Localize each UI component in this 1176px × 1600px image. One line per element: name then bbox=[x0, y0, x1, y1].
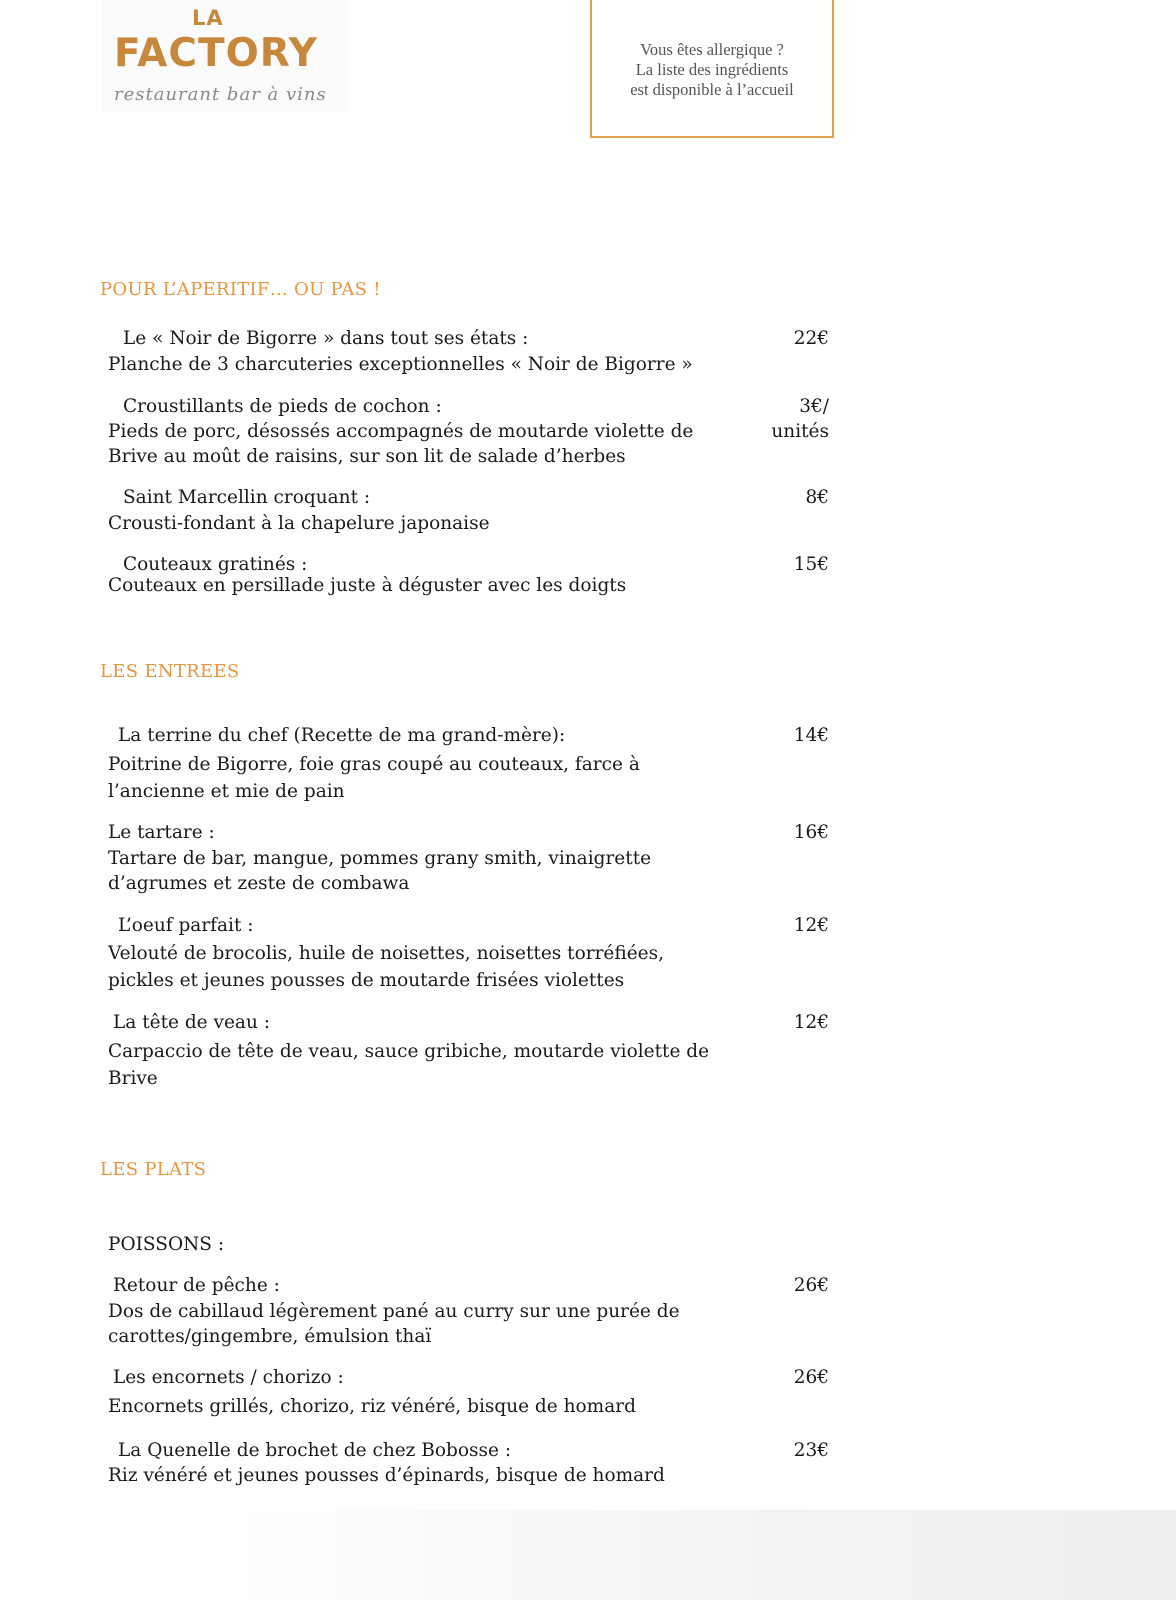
section-title-plats: LES PLATS bbox=[100, 1159, 207, 1180]
item-description: l’ancienne et mie de pain bbox=[108, 781, 345, 802]
item-price: 15€ bbox=[793, 554, 829, 575]
item-description: Carpaccio de tête de veau, sauce gribiche, moutarde violette de bbox=[108, 1041, 710, 1062]
item-price: 26€ bbox=[793, 1275, 829, 1296]
logo-line-factory: FACTORY bbox=[114, 31, 318, 76]
logo-tagline: restaurant bar à vins bbox=[114, 84, 327, 105]
item-price: 3€/ bbox=[799, 396, 829, 417]
item-description: Brive bbox=[108, 1068, 158, 1089]
item-description: Poitrine de Bigorre, foie gras coupé au couteaux, farce à bbox=[108, 754, 640, 775]
item-description: Velouté de brocolis, huile de noisettes, noisettes torréfiées, bbox=[108, 943, 664, 964]
item-name: Croustillants de pieds de cochon : bbox=[123, 396, 442, 417]
item-description: Pieds de porc, désossés accompagnés de moutarde violette de bbox=[108, 421, 694, 442]
item-name: La tête de veau : bbox=[113, 1012, 270, 1033]
item-name: Le tartare : bbox=[108, 822, 215, 843]
item-price: 12€ bbox=[793, 1012, 829, 1033]
allergy-notice bbox=[590, 0, 834, 138]
item-description: Encornets grillés, chorizo, riz vénéré, bisque de homard bbox=[108, 1396, 636, 1417]
item-name: Retour de pêche : bbox=[113, 1275, 280, 1296]
item-price: 16€ bbox=[793, 822, 829, 843]
item-price: 23€ bbox=[793, 1440, 829, 1461]
page-edge-shadow bbox=[0, 1510, 1176, 1600]
restaurant-logo bbox=[102, 0, 348, 112]
item-price: 8€ bbox=[805, 487, 829, 508]
item-price: 14€ bbox=[793, 725, 829, 746]
item-price-unit: unités bbox=[771, 421, 829, 442]
subheading-poissons: POISSONS : bbox=[108, 1234, 225, 1255]
item-description: Couteaux en persillade juste à déguster avec les doigts bbox=[108, 575, 627, 596]
item-name: La Quenelle de brochet de chez Bobosse : bbox=[118, 1440, 512, 1461]
section-title-entrees: LES ENTREES bbox=[100, 661, 240, 682]
item-name: L’oeuf parfait : bbox=[118, 915, 254, 936]
item-description: Crousti-fondant à la chapelure japonaise bbox=[108, 513, 490, 534]
item-name: La terrine du chef (Recette de ma grand-mère): bbox=[118, 725, 566, 746]
item-name: Saint Marcellin croquant : bbox=[123, 487, 371, 508]
item-name: Les encornets / chorizo : bbox=[113, 1367, 344, 1388]
item-description: Tartare de bar, mangue, pommes grany smith, vinaigrette bbox=[108, 848, 652, 869]
allergy-line-2: La liste des ingrédients bbox=[635, 60, 789, 79]
item-price: 26€ bbox=[793, 1367, 829, 1388]
item-price: 12€ bbox=[793, 915, 829, 936]
item-description: d’agrumes et zeste de combawa bbox=[108, 873, 410, 894]
item-description: Dos de cabillaud légèrement pané au curry sur une purée de bbox=[108, 1301, 680, 1322]
item-description: pickles et jeunes pousses de moutarde frisées violettes bbox=[108, 970, 625, 991]
item-price: 22€ bbox=[793, 328, 829, 349]
item-description: Riz vénéré et jeunes pousses d’épinards, bisque de homard bbox=[108, 1465, 665, 1486]
item-description: carottes/gingembre, émulsion thaï bbox=[108, 1326, 432, 1347]
item-description: Brive au moût de raisins, sur son lit de salade d’herbes bbox=[108, 446, 626, 467]
item-description: Planche de 3 charcuteries exceptionnelles « Noir de Bigorre » bbox=[108, 354, 693, 375]
logo-line-la: LA bbox=[192, 6, 224, 30]
item-name: Couteaux gratinés : bbox=[123, 554, 308, 575]
allergy-line-1: Vous êtes allergique ? bbox=[640, 40, 784, 59]
section-title-aperitif: POUR L’APERITIF… OU PAS ! bbox=[100, 279, 381, 300]
allergy-line-3: est disponible à l’accueil bbox=[630, 80, 794, 99]
item-name: Le « Noir de Bigorre » dans tout ses états : bbox=[123, 328, 529, 349]
